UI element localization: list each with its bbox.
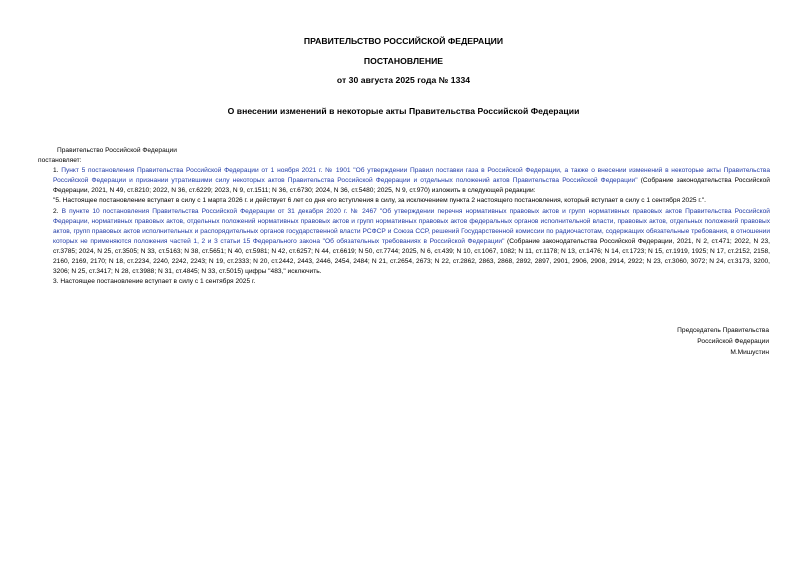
signature-title-line-1: Председатель Правительства (677, 327, 769, 334)
document-body (38, 146, 770, 287)
item-1-tail: (Собрание законодательства Российской Федерации, 2021, N 49, ст.8210; 2022, N 36, ст.6229; 2023, N 9, ст.1511; N 36, ст.6730; 2024, N 36, ст.5480; 2025, N 9, ст.970) изложить в следующей редакции: (53, 177, 770, 195)
item-3: 3. Настоящее постановление вступает в силу с 1 сентября 2025 г. (53, 278, 256, 286)
item-2-link[interactable]: В пункте 10 постановления Правительства Российской Федерации от 31 декабря 2020 г. № 2467 "Об утверждении перечня нормативных правовых актов и групп нормативных правовых актов Правительства Российской Федерации, нормативных правовых актов, отдельных положений нормативных правовых актов и групп нормативных правовых актов федеральных органов исполнительной власти, правовых актов, отдельных положений правовых актов, групп правовых актов исполнительных и распорядительных органов государственной власти РСФСР и Союза ССР, решений Государственной комиссии по радиочастотам, содержащих обязательные требования, в отношении которых не применяются положения частей 1, 2 и 3 статьи 15 Федерального закона "Об обязательных требованиях в Российской Федерации" (53, 207, 770, 245)
preamble-line-1: Правительство Российской Федерации (57, 147, 177, 154)
item-1-link[interactable]: Пункт 5 постановления Правительства Российской Федерации от 1 ноября 2021 г. № 1901 "Об утверждении Правил поставки газа в Российской Федерации, а также о внесении изменений в некоторые акты Правительства Российской Федерации и признании утратившими силу некоторых актов Правительства Российской Федерации и отдельных положений актов Правительства Российской Федерации" (53, 167, 770, 185)
signature-title-line-2: Российской Федерации (697, 338, 769, 345)
document-title: О внесении изменений в некоторые акты Правительства Российской Федерации (227, 106, 580, 116)
document-type: ПОСТАНОВЛЕНИЕ (363, 56, 444, 66)
signatory-name: М.Мишустин (730, 349, 769, 356)
document-date-number: от 30 августа 2025 года № 1334 (336, 75, 471, 85)
item-1 (53, 166, 770, 196)
item-2-number: 2. (53, 207, 62, 215)
item-2 (53, 207, 770, 278)
item-2-tail: (Собрание законодательства Российской Федерации, 2021, N 2, ст.471; 2022, N 23, ст.3785; 2024, N 25, ст.3505; N 33, ст.5163; N 38, ст.5651; N 40, ст.5981; N 42, ст.6257; N 44, ст.6619; N 50, ст.7744; 2025, N 6, ст.439; N 10, ст.1067, 1082; N 11, ст.1178; N 13, ст.1476; N 14, ст.1723; N 15, ст.1919, 1925; N 17, ст.2152, 2158, 2160, 2169, 2170; N 18, ст.2234, 2240, 2242, 2243; N 19, ст.2333; N 20, ст.2442, 2443, 2446, 2454, 2484; N 21, ст.2654, 2673; N 22, ст.2862, 2863, 2868, 2892, 2897, 2901, 2906, 2908, 2914, 2922; N 23, ст.3060, 3072; N 24, ст.3173, 3200, 3206; N 25, ст.3417; N 28, ст.3988; N 31, ст.4845; N 33, ст.5015) цифры "483," исключить. (53, 237, 770, 276)
issuing-authority: ПРАВИТЕЛЬСТВО РОССИЙСКОЙ ФЕДЕРАЦИИ (303, 36, 504, 46)
item-1-quote: "5. Настоящее постановление вступает в силу с 1 марта 2026 г. и действует 6 лет со дня его вступления в силу, за исключением пункта 2 настоящего постановления, который вступает в силу с 1 сентября 2025 г.". (53, 197, 706, 205)
preamble-line-2: постановляет: (38, 157, 82, 165)
item-1-number: 1. (53, 167, 62, 175)
